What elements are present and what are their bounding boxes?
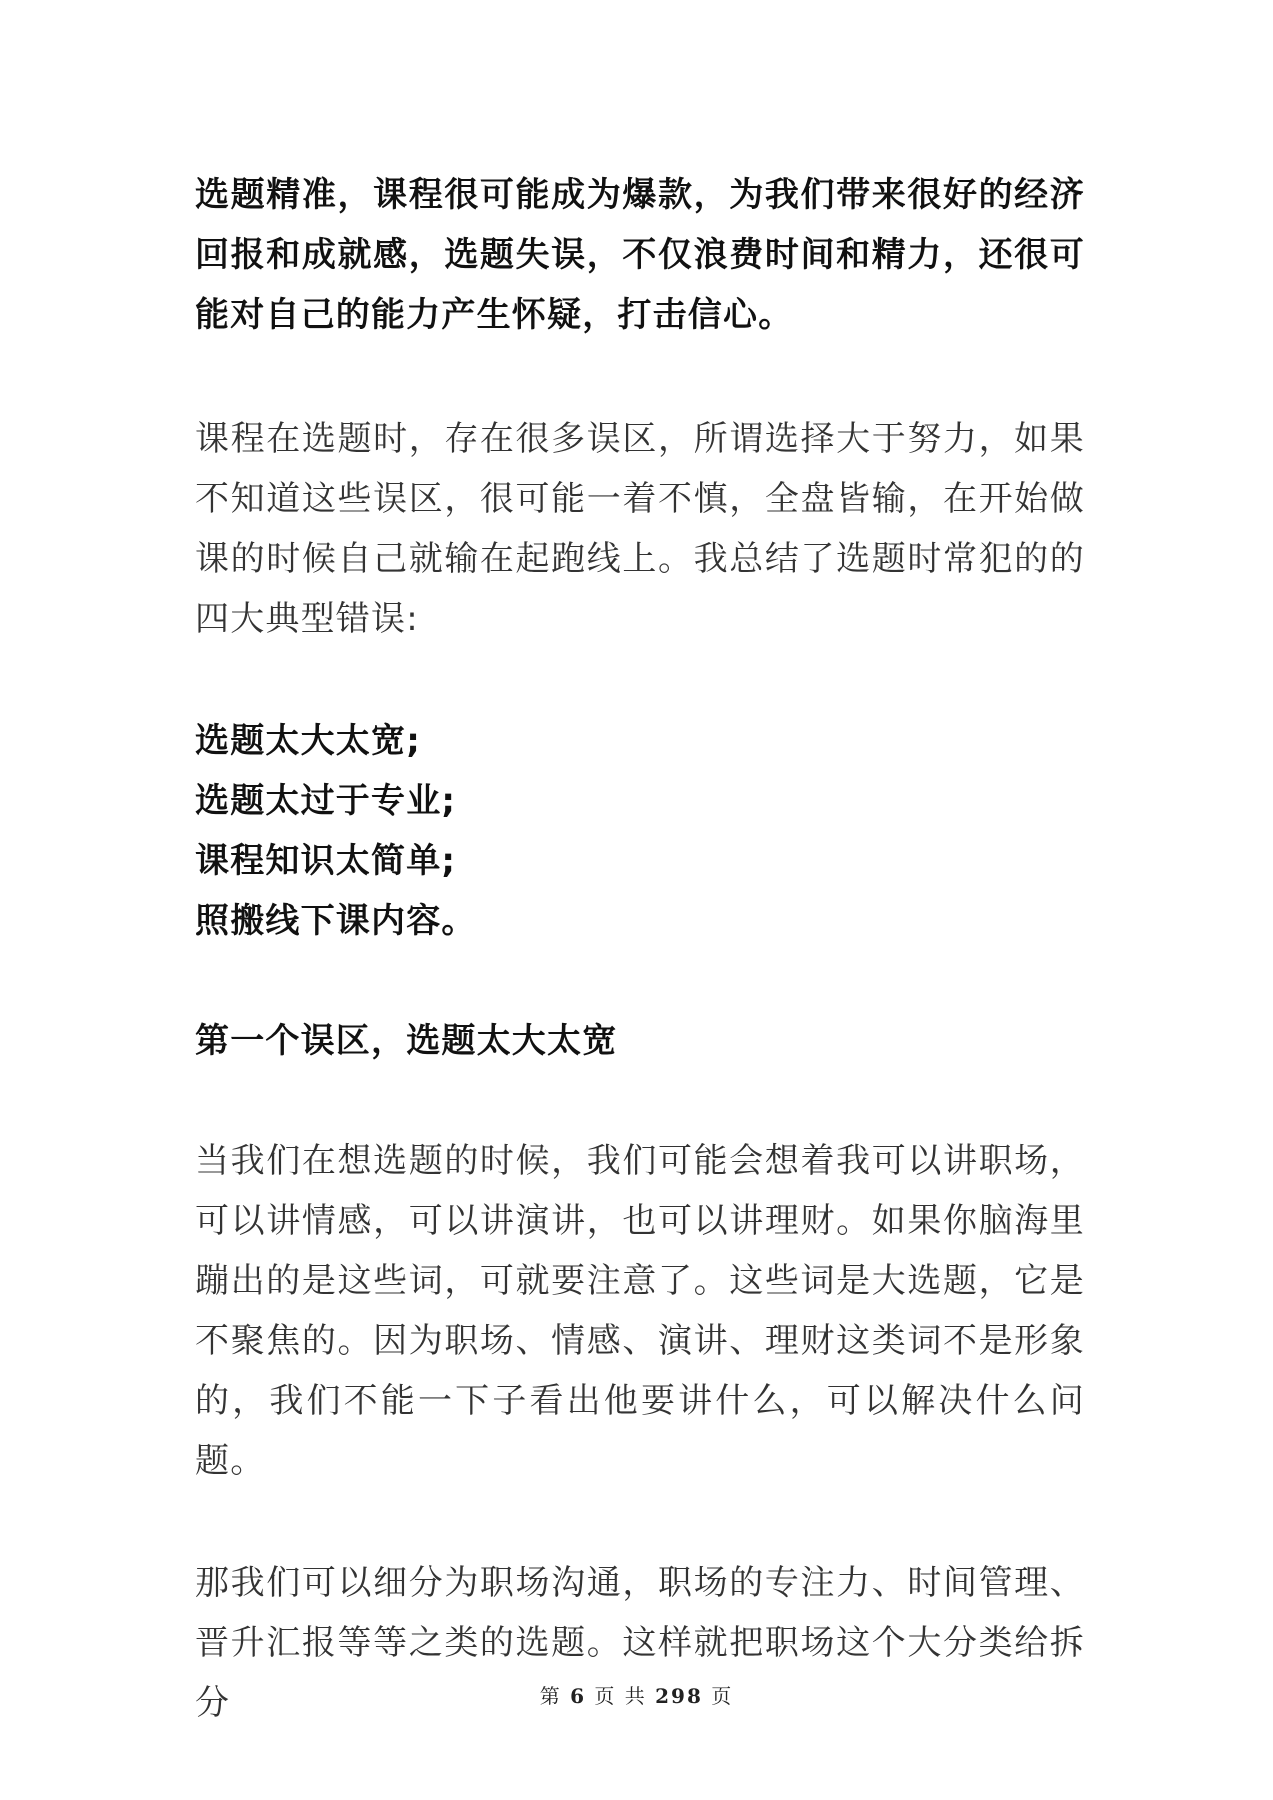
- paragraph-broad-topics: 当我们在想选题的时候，我们可能会想着我可以讲职场，可以讲情感，可以讲演讲，也可以讲理财。如果你脑海里蹦出的是这些词，可就要注意了。这些词是大选题，它是不聚焦的。因为职场、情感、演讲、理财这类词不是形象的，我们不能一下子看出他要讲什么，可以解决什么问题。: [195, 1141, 1085, 1481]
- spacer: [195, 1071, 1085, 1131]
- footer-middle: 页 共: [594, 1684, 647, 1708]
- footer-prefix: 第: [539, 1684, 562, 1708]
- list-item: 课程知识太简单;: [195, 841, 457, 881]
- footer-total-pages: 298: [655, 1684, 703, 1708]
- list-item: 选题太大太宽;: [195, 721, 421, 761]
- error-list: [195, 711, 1085, 951]
- spacer: [195, 1491, 1085, 1553]
- paragraph-misconceptions: 课程在选题时，存在很多误区，所谓选择大于努力，如果不知道这些误区，很可能一着不慎，全盘皆输，在开始做课的时候自己就输在起跑线上。我总结了选题时常犯的的四大典型错误:: [195, 419, 1085, 639]
- page-content: [195, 165, 1085, 1733]
- spacer: [195, 951, 1085, 1011]
- footer-page-number: 6: [570, 1684, 587, 1708]
- list-item: 照搬线下课内容。: [195, 901, 477, 941]
- list-item: 选题太过于专业;: [195, 781, 457, 821]
- paragraph-intro: 选题精准，课程很可能成为爆款，为我们带来很好的经济回报和成就感，选题失误，不仅浪费时间和精力，还很可能对自己的能力产生怀疑，打击信心。: [195, 175, 1085, 335]
- section-heading: 第一个误区，选题太大太宽: [195, 1021, 618, 1061]
- footer-suffix: 页: [711, 1684, 734, 1708]
- page-footer: [0, 1680, 1273, 1709]
- spacer: [195, 649, 1085, 711]
- paragraph-subdivide: 那我们可以细分为职场沟通，职场的专注力、时间管理、晋升汇报等等之类的选题。这样就把职场这个大分类给拆分: [195, 1563, 1085, 1723]
- spacer: [195, 345, 1085, 409]
